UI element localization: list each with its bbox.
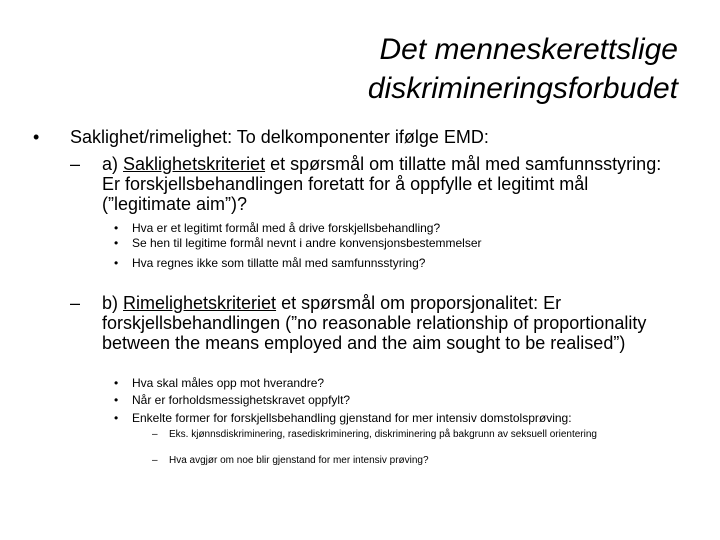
part-b-text: b) Rimelighetskriteriet et spørsmål om proporsjonalitet: Er forskjellsbehandlingen (”no reasonable relationship of proportionality between the means employed and the aim sought to be realised”) [102, 293, 647, 353]
title-line-2: diskrimineringsforbudet [367, 72, 678, 105]
part-b-sub-item: • Når er forholdsmessighetskravet oppfylt? [114, 393, 351, 407]
dash-icon: – [152, 429, 158, 440]
bullet-icon: • [114, 236, 119, 250]
main-bullet [33, 126, 489, 148]
dash-icon: – [152, 455, 158, 466]
part-a-sub-item: • Hva er et legitimt formål med å drive forskjellsbehandling? [114, 221, 441, 235]
bullet-icon: • [114, 256, 119, 270]
bullet-icon: • [33, 127, 40, 147]
dash-icon: – [70, 293, 81, 313]
bullet-icon: • [114, 393, 119, 407]
part-a-text: a) Saklighetskriteriet et spørsmål om tillatte mål med samfunnsstyring: Er forskjellsbehandlingen foretatt for å oppfylle et legitimt mål (”legitimate aim”)? [102, 154, 662, 214]
bullet-icon: • [114, 221, 119, 235]
part-a-sub-item: • Se hen til legitime formål nevnt i andre konvensjonsbestemmelser [114, 236, 482, 250]
part-b-subsub-item: – Hva avgjør om noe blir gjenstand for mer intensiv prøving? [152, 455, 429, 466]
part-b-item [70, 293, 670, 353]
part-b-keyword: Rimelighetskriteriet [123, 293, 277, 313]
part-b-sub-item: • Hva skal måles opp mot hverandre? [114, 376, 325, 390]
part-a-sub-item: • Hva regnes ikke som tillatte mål med samfunnsstyring? [114, 256, 426, 270]
part-b-subsub-item: – Eks. kjønnsdiskriminering, rasediskriminering, diskriminering på bakgrunn av seksuell orientering [152, 429, 597, 440]
title-line-1: Det menneskerettslige [379, 33, 678, 66]
slide-title [368, 30, 678, 108]
dash-icon: – [70, 154, 81, 174]
bullet-icon: • [114, 411, 119, 425]
part-a-item [70, 154, 670, 214]
part-a-keyword: Saklighetskriteriet [123, 154, 266, 174]
part-b-sub-item: • Enkelte former for forskjellsbehandling gjenstand for mer intensiv domstolsprøving: [114, 411, 572, 425]
main-bullet-text: Saklighet/rimelighet: To delkomponenter ifølge EMD: [70, 127, 489, 147]
bullet-icon: • [114, 376, 119, 390]
